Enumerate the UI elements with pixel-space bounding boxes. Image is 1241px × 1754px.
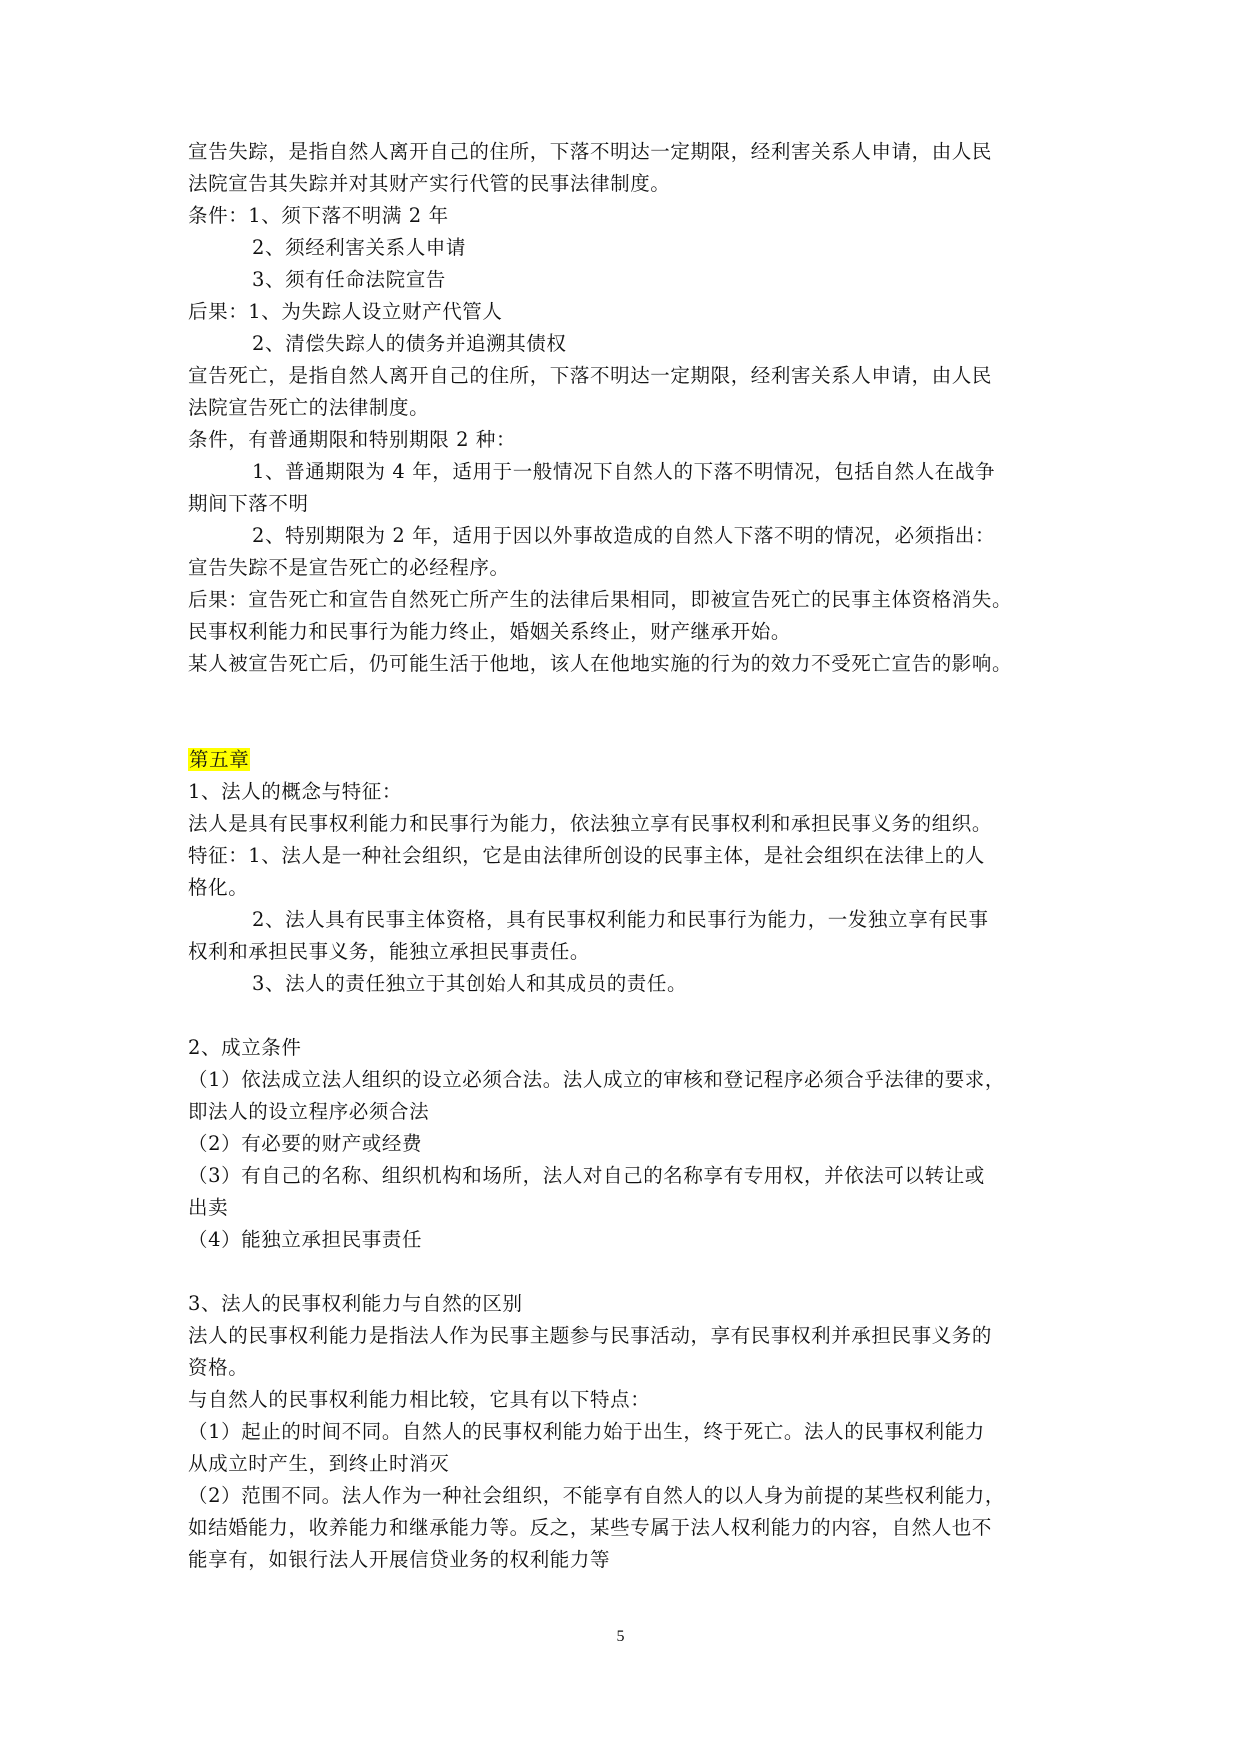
text-line: 2、须经利害关系人申请 [252, 236, 467, 259]
text-line: （2）范围不同。法人作为一种社会组织，不能享有自然人的以人身为前提的某些权利能力， [188, 1484, 1006, 1507]
text-line: （3）有自己的名称、组织机构和场所，法人对自己的名称享有专用权，并依法可以转让或 [188, 1164, 985, 1187]
text-line: 期间下落不明 [188, 492, 309, 515]
text-line: 条件，有普通期限和特别期限 2 种： [188, 428, 517, 451]
text-line: 特征：1、法人是一种社会组织，它是由法律所创设的民事主体，是社会组织在法律上的人 [188, 844, 985, 867]
text-line: 1、法人的概念与特征： [188, 780, 403, 803]
text-line: 能享有，如银行法人开展信贷业务的权利能力等 [188, 1548, 611, 1571]
text-line: （4）能独立承担民事责任 [188, 1228, 423, 1251]
section-heading: 3、法人的民事权利能力与自然的区别 [188, 1292, 523, 1315]
text-line: 即法人的设立程序必须合法 [188, 1100, 430, 1123]
chapter-heading [188, 744, 250, 776]
text-line: （2）有必要的财产或经费 [188, 1132, 423, 1155]
text-line: 民事权利能力和民事行为能力终止，婚姻关系终止，财产继承开始。 [188, 620, 792, 643]
text-line: 出卖 [188, 1196, 229, 1219]
text-line: 后果：宣告死亡和宣告自然死亡所产生的法律后果相同，即被宣告死亡的民事主体资格消失。 [188, 588, 1013, 611]
text-line: 法人的民事权利能力是指法人作为民事主题参与民事活动，享有民事权利并承担民事义务的 [188, 1324, 993, 1347]
text-line: 3、须有任命法院宣告 [252, 268, 446, 291]
text-line: 宣告失踪不是宣告死亡的必经程序。 [188, 556, 510, 579]
text-line: 资格。 [188, 1356, 249, 1379]
chapter-title: 第五章 [189, 748, 250, 771]
page-number: 5 [616, 1628, 625, 1645]
text-line: 宣告死亡，是指自然人离开自己的住所，下落不明达一定期限，经利害关系人申请，由人民 [188, 364, 993, 387]
text-line: 某人被宣告死亡后，仍可能生活于他地，该人在他地实施的行为的效力不受死亡宣告的影响。 [188, 652, 1013, 675]
text-line: 2、法人具有民事主体资格，具有民事权利能力和民事行为能力，一发独立享有民事 [252, 908, 989, 931]
text-line: 法院宣告死亡的法律制度。 [188, 396, 430, 419]
text-line: （1）起止的时间不同。自然人的民事权利能力始于出生，终于死亡。法人的民事权利能力 [188, 1420, 985, 1443]
text-line: （1）依法成立法人组织的设立必须合法。法人成立的审核和登记程序必须合乎法律的要求， [188, 1068, 1006, 1091]
text-line: 权利和承担民事义务，能独立承担民事责任。 [188, 940, 591, 963]
section-heading: 2、成立条件 [188, 1036, 302, 1059]
text-line: 如结婚能力，收养能力和继承能力等。反之，某些专属于法人权利能力的内容，自然人也不 [188, 1516, 993, 1539]
text-line: 2、特别期限为 2 年，适用于因以外事故造成的自然人下落不明的情况，必须指出： [252, 524, 996, 547]
text-line: 3、法人的责任独立于其创始人和其成员的责任。 [252, 972, 688, 995]
text-line: 与自然人的民事权利能力相比较，它具有以下特点： [188, 1388, 651, 1411]
text-line: 宣告失踪，是指自然人离开自己的住所，下落不明达一定期限，经利害关系人申请，由人民 [188, 140, 993, 163]
text-line: 法院宣告其失踪并对其财产实行代管的民事法律制度。 [188, 172, 671, 195]
text-line: 格化。 [188, 876, 249, 899]
text-line: 从成立时产生，到终止时消灭 [188, 1452, 450, 1475]
text-line: 条件：1、须下落不明满 2 年 [188, 204, 449, 227]
text-line: 1、普通期限为 4 年，适用于一般情况下自然人的下落不明情况，包括自然人在战争 [252, 460, 996, 483]
text-line: 后果：1、为失踪人设立财产代管人 [188, 300, 503, 323]
text-line: 2、清偿失踪人的债务并追溯其债权 [252, 332, 567, 355]
text-line: 法人是具有民事权利能力和民事行为能力，依法独立享有民事权利和承担民事义务的组织。 [188, 812, 993, 835]
